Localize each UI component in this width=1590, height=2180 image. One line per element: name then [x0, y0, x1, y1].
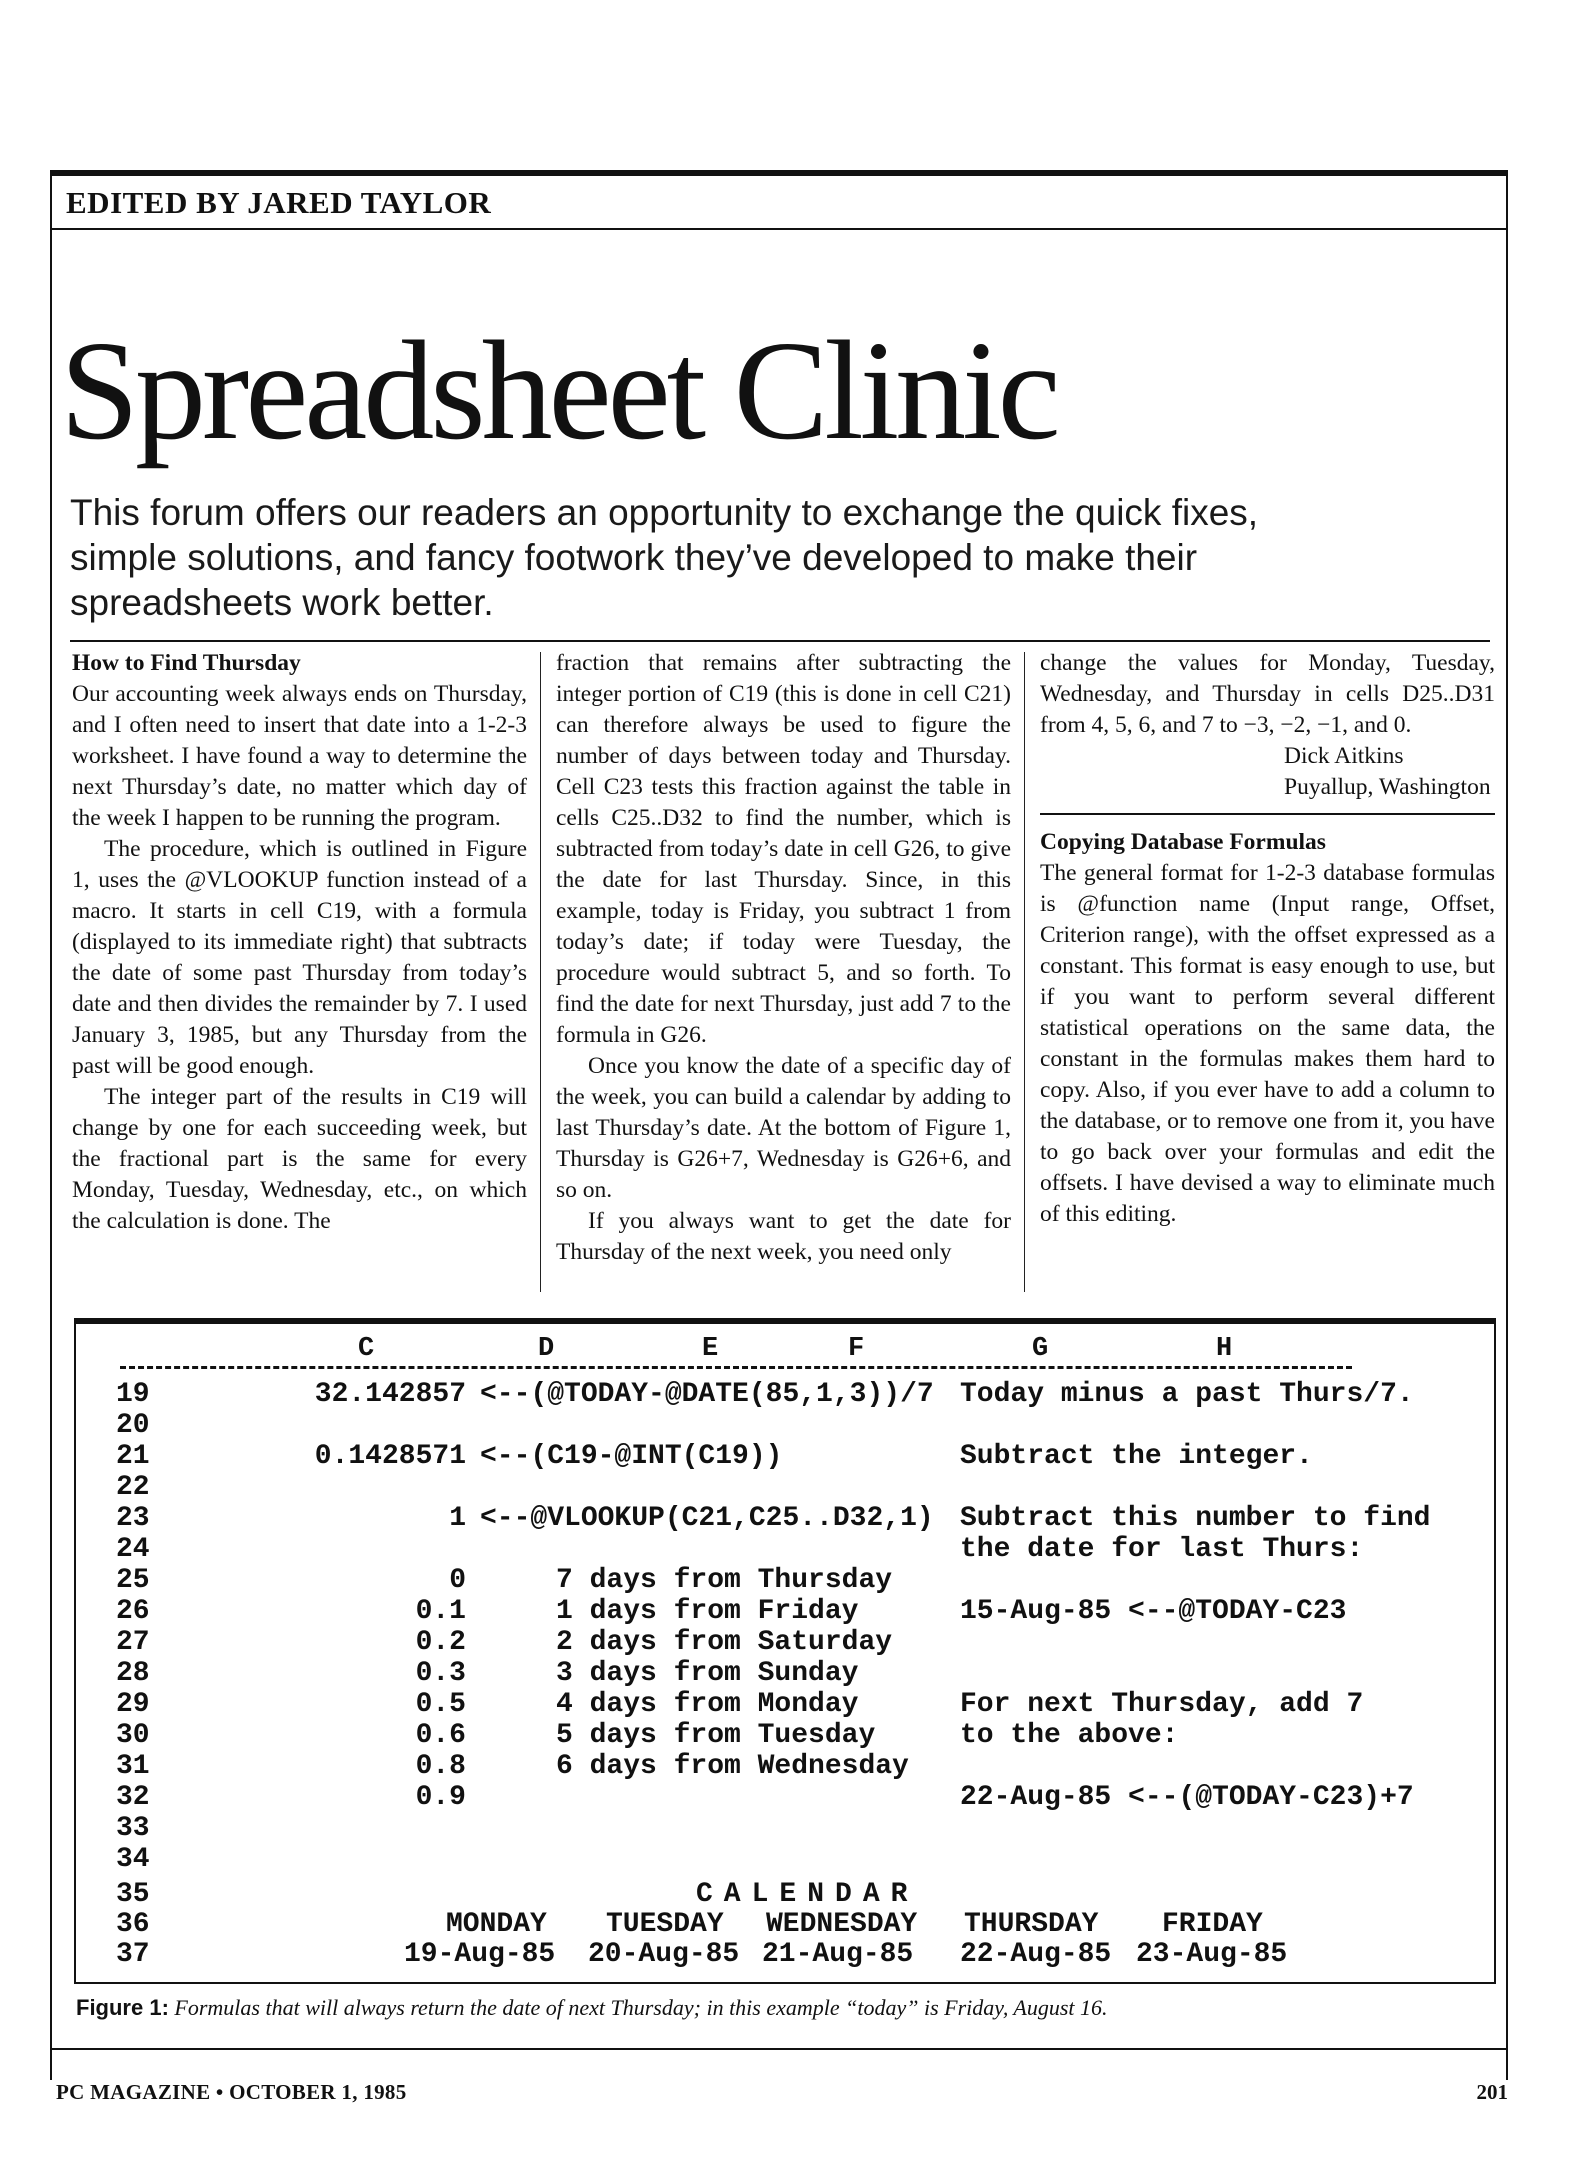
cell-g-note: Subtract this number to find: [960, 1503, 1431, 1534]
calendar-date: 20-Aug-85: [588, 1939, 740, 1970]
spreadsheet-row: [76, 1411, 1494, 1441]
article1-paragraph-4: Once you know the date of a specific day of the week, you can build a calendar by adding to last Thursday’s date. At the bottom of Figure 1, Thursday is G26+7, Wednesday is G26+6, and so on.: [556, 1053, 1011, 1203]
article-column-1: [72, 648, 527, 1237]
spreadsheet-row: [76, 1535, 1494, 1565]
footer-publication: PC MAGAZINE • OCTOBER 1, 1985: [56, 2080, 407, 2104]
spreadsheet-row: [76, 1597, 1494, 1627]
spreadsheet-row: [76, 1690, 1494, 1720]
article1-paragraph-1: Our accounting week always ends on Thursday, and I often need to insert that date into a 1-2-3 worksheet. I have found a way to determine the next Thursday’s date, no matter which day of the week I happen to be running the program.: [72, 681, 527, 831]
article1-paragraph-3: The integer part of the results in C19 will change by one for each succeeding week, but the fractional part is the same for every Monday, Tuesday, Wednesday, etc., on which the calculation is done. The: [72, 1084, 527, 1234]
row-number: 32: [116, 1782, 150, 1813]
row-number: 20: [116, 1410, 150, 1441]
article2-heading: Copying Database Formulas: [1040, 829, 1326, 855]
cell-c: 0.3: [415, 1658, 466, 1689]
article1-heading: How to Find Thursday: [72, 650, 301, 676]
row-number: 21: [116, 1441, 150, 1472]
column-intro: This forum offers our readers an opportunity to exchange the quick fixes, simple solutions, and fancy footwork they’ve developed to make their spreadsheets work better.: [70, 492, 1259, 623]
spreadsheet-row: [76, 1783, 1494, 1813]
row-number: 37: [116, 1939, 150, 1970]
spreadsheet-row: [76, 1442, 1494, 1472]
spreadsheet-row: [76, 1566, 1494, 1596]
formula-text: <--(C19-@INT(C19)): [480, 1441, 783, 1472]
article1-paragraph-5-continued: change the values for Monday, Tuesday, Wednesday, and Thursday in cells D25..D31 from 4, 5, 6, and 7 to −3, −2, −1, and 0.: [1040, 650, 1495, 738]
row-number: 33: [116, 1813, 150, 1844]
page-number: 201: [1476, 2080, 1508, 2104]
row-number: 29: [116, 1689, 150, 1720]
spreadsheet-row: [76, 1845, 1494, 1875]
row-number: 24: [116, 1534, 150, 1565]
cell-c: 0.1428571: [314, 1441, 466, 1472]
article-column-2: [556, 648, 1011, 1268]
lookup-label: 2 days from Saturday: [556, 1627, 893, 1658]
col-header-f: F: [848, 1334, 865, 1364]
col-header-d: D: [538, 1334, 555, 1364]
row-number: 25: [116, 1565, 150, 1596]
formula-text: <--@VLOOKUP(C21,C25..D32,1): [480, 1503, 934, 1534]
spreadsheet-row: [76, 1380, 1494, 1410]
calendar-date: 23-Aug-85: [1136, 1939, 1288, 1970]
col-header-g: G: [1032, 1334, 1049, 1364]
calendar-date: 22-Aug-85: [960, 1939, 1112, 1970]
col-header-c: C: [358, 1334, 375, 1364]
cell-c: 0.2: [415, 1627, 466, 1658]
cell-g-note: 22-Aug-85 <--(@TODAY-C23)+7: [960, 1782, 1414, 1813]
cell-g-note: to the above:: [960, 1720, 1179, 1751]
row-number: 26: [116, 1596, 150, 1627]
calendar-day: FRIDAY: [1162, 1909, 1263, 1940]
caption-label: Figure 1:: [76, 1995, 169, 2020]
row-number: 34: [116, 1844, 150, 1875]
figure-1-spreadsheet: [74, 1318, 1496, 1984]
row-number: 23: [116, 1503, 150, 1534]
calendar-date: 19-Aug-85: [404, 1939, 556, 1970]
cell-g-note: the date for last Thurs:: [960, 1534, 1364, 1565]
signature-name: Dick Aitkins: [1284, 743, 1404, 769]
cell-c: 0: [449, 1565, 466, 1596]
calendar-day: WEDNESDAY: [766, 1909, 918, 1940]
caption-text: Formulas that will always return the date of next Thursday; in this example “today” is Friday, August 16.: [174, 1995, 1108, 2020]
article-separator: [1040, 813, 1495, 815]
cell-g-note: Subtract the integer.: [960, 1441, 1313, 1472]
col-header-h: H: [1216, 1334, 1233, 1364]
row-number: 31: [116, 1751, 150, 1782]
row-number: 19: [116, 1379, 150, 1410]
intro-rule: [70, 640, 1490, 642]
row-number: 22: [116, 1472, 150, 1503]
col-header-e: E: [702, 1334, 719, 1364]
cell-c: 32.142857: [314, 1379, 466, 1410]
row-number: 30: [116, 1720, 150, 1751]
lookup-label: 6 days from Wednesday: [556, 1751, 909, 1782]
column-header-row: [76, 1334, 1494, 1364]
article1-paragraph-2: The procedure, which is outlined in Figure 1, uses the @VLOOKUP function instead of a macro. It starts in cell C19, with a formula (displayed to its immediate right) that subtracts the date of some past Thursday from today’s date and then divides the remainder by 7. I used January 3, 1985, but any Thursday from the past will be good enough.: [72, 836, 527, 1079]
header-dashed-rule: [120, 1366, 1352, 1369]
lookup-label: 3 days from Sunday: [556, 1658, 859, 1689]
spreadsheet-row: [76, 1628, 1494, 1658]
calendar-date: 21-Aug-85: [762, 1939, 914, 1970]
formula-text: <--(@TODAY-@DATE(85,1,3))/7: [480, 1379, 934, 1410]
spreadsheet-row: [76, 1880, 1494, 1910]
column-divider: [540, 652, 541, 1292]
lookup-label: 1 days from Friday: [556, 1596, 859, 1627]
spreadsheet-row: [76, 1910, 1494, 1940]
lookup-label: 4 days from Monday: [556, 1689, 859, 1720]
cell-c: 1: [449, 1503, 466, 1534]
article-column-3: [1040, 648, 1495, 1230]
row-number: 36: [116, 1909, 150, 1940]
cell-g-note: Today minus a past Thurs/7.: [960, 1379, 1414, 1410]
cell-c: 0.5: [415, 1689, 466, 1720]
editor-credit: EDITED BY JARED TAYLOR: [50, 176, 1508, 230]
cell-g-note: 15-Aug-85 <--@TODAY-C23: [960, 1596, 1347, 1627]
spreadsheet-row: [76, 1659, 1494, 1689]
calendar-day: TUESDAY: [606, 1909, 724, 1940]
spreadsheet-row: [76, 1752, 1494, 1782]
cell-g-note: For next Thursday, add 7: [960, 1689, 1364, 1720]
row-number: 27: [116, 1627, 150, 1658]
article1-paragraph-3-continued: fraction that remains after subtracting the integer portion of C19 (this is done in cell C21) can therefore always be used to figure the number of days between today and Thursday. Cell C23 tests this fraction against the table in cells C25..D32 to find the number, which is subtracted from today’s date in cell G26, to give the date for last Thursday. Since, in this example, today is Friday, you subtract 1 from today’s date; if today were Tuesday, the procedure would subtract 5, and so forth. To find the date for next Thursday, just add 7 to the formula in G26.: [556, 650, 1011, 1048]
signature-place: Puyallup, Washington: [1284, 774, 1491, 800]
cell-c: 0.9: [415, 1782, 466, 1813]
lookup-label: 5 days from Tuesday: [556, 1720, 876, 1751]
footer-rule: [50, 2048, 1508, 2050]
spreadsheet-row: [76, 1504, 1494, 1534]
cell-c: 0.8: [415, 1751, 466, 1782]
spreadsheet-row: [76, 1940, 1494, 1970]
cell-c: 0.1: [415, 1596, 466, 1627]
article1-paragraph-5: If you always want to get the date for Thursday of the next week, you need only: [556, 1208, 1011, 1265]
spreadsheet-row: [76, 1721, 1494, 1751]
spreadsheet-row: [76, 1473, 1494, 1503]
calendar-day: MONDAY: [446, 1909, 547, 1940]
figure-caption: [76, 1994, 1496, 2022]
calendar-day: THURSDAY: [964, 1909, 1099, 1940]
column-divider: [1024, 652, 1025, 1292]
article2-paragraph-1: The general format for 1-2-3 database formulas is @function name (Input range, Offset, Criterion range), with the offset expressed as a constant. This format is easy enough to use, but if you want to perform several different statistical operations on the same data, the constant in the formulas makes them hard to copy. Also, if you ever have to add a column to the database, or to remove one from it, you have to go back over your formulas and edit the offsets. I have devised a way to eliminate much of this editing.: [1040, 860, 1495, 1227]
calendar-title: CALENDAR: [696, 1879, 919, 1910]
row-number: 28: [116, 1658, 150, 1689]
cell-c: 0.6: [415, 1720, 466, 1751]
column-title: Spreadsheet Clinic: [60, 311, 1057, 469]
spreadsheet-row: [76, 1814, 1494, 1844]
row-number: 35: [116, 1879, 150, 1910]
lookup-label: 7 days from Thursday: [556, 1565, 893, 1596]
